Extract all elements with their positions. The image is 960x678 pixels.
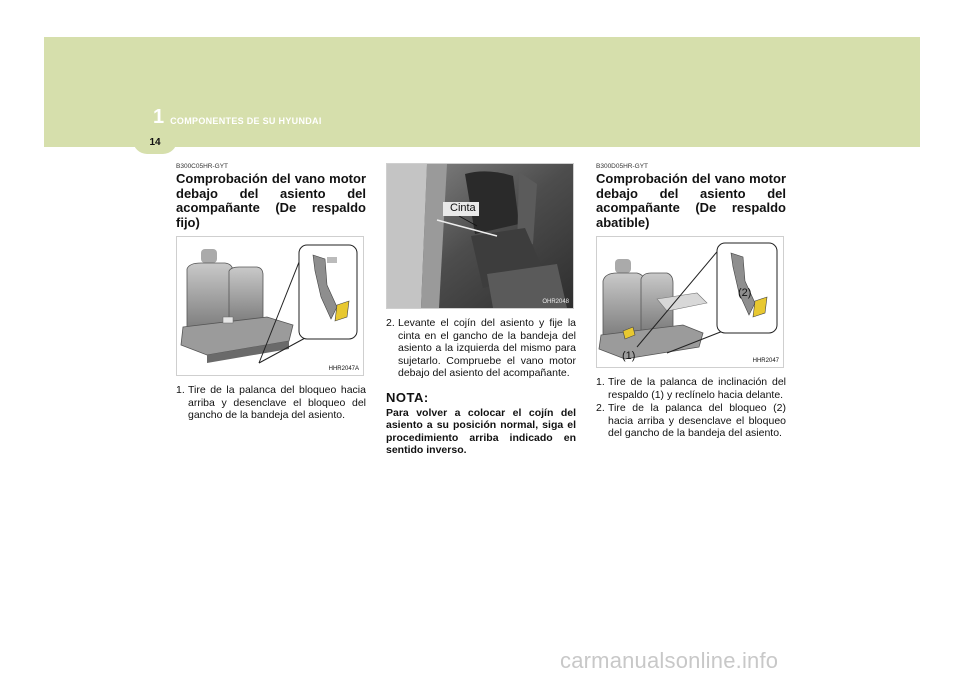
note-heading: NOTA: (386, 389, 429, 405)
figure-fixed-seat (176, 236, 364, 376)
figure-code: HHR2047A (328, 366, 359, 372)
watermark: carmanualsonline.info (560, 648, 779, 673)
chapter-heading (153, 107, 322, 127)
list-item: 1. Tire de la palanca del bloqueo hacia arriba y desenclave el bloqueo del gancho de la bandeja del asiento. (176, 384, 366, 421)
figure-label-1: (1) (622, 350, 636, 362)
figure-label-strap: Cinta (450, 202, 476, 214)
strap-photo (387, 164, 573, 308)
seat-illustration (177, 237, 363, 375)
figure-folding-seat (596, 236, 784, 368)
header-band (44, 37, 920, 147)
section-code: B300D05HR-GYT (596, 163, 649, 170)
steps-list (596, 376, 786, 440)
section-title: Comprobación del vano motor debajo del asiento del acompañante (De respaldo abatible) (596, 171, 786, 230)
section-fixed-backrest (176, 163, 366, 423)
figure-strap (386, 163, 574, 309)
steps-list (386, 317, 576, 380)
section-code: B300C05HR-GYT (176, 163, 229, 170)
note-text: Para volver a colocar el cojín del asiento a su posición normal, siga el procedimiento arriba indicado en sentido inverso. (386, 406, 576, 456)
list-item: 2. Levante el cojín del asiento y fije la cinta en el gancho de la bandeja del asiento a la izquierda del mismo para sujetarlo. Compruebe el vano motor debajo del asiento del acompañante. (386, 317, 576, 379)
section-strap (386, 163, 576, 457)
chapter-number: 1 (153, 106, 165, 128)
steps-list (176, 384, 366, 422)
figure-label-2: (2) (738, 287, 752, 299)
figure-code: OHR2048 (542, 299, 569, 305)
list-item: 1. Tire de la palanca de inclinación del respaldo (1) y reclínelo hacia delante. (596, 376, 786, 401)
section-folding-backrest (596, 163, 786, 441)
seat-illustration (597, 237, 783, 367)
list-item: 2. Tire de la palanca del bloqueo (2) hacia arriba y desenclave el bloqueo del gancho de la bandeja del asiento. (596, 402, 786, 439)
chapter-title: COMPONENTES DE SU HYUNDAI (170, 116, 322, 126)
figure-code: HHR2047 (752, 358, 779, 364)
section-title: Comprobación del vano motor debajo del asiento del acompañante (De respaldo fijo) (176, 171, 366, 230)
page-number: 14 (149, 137, 161, 148)
